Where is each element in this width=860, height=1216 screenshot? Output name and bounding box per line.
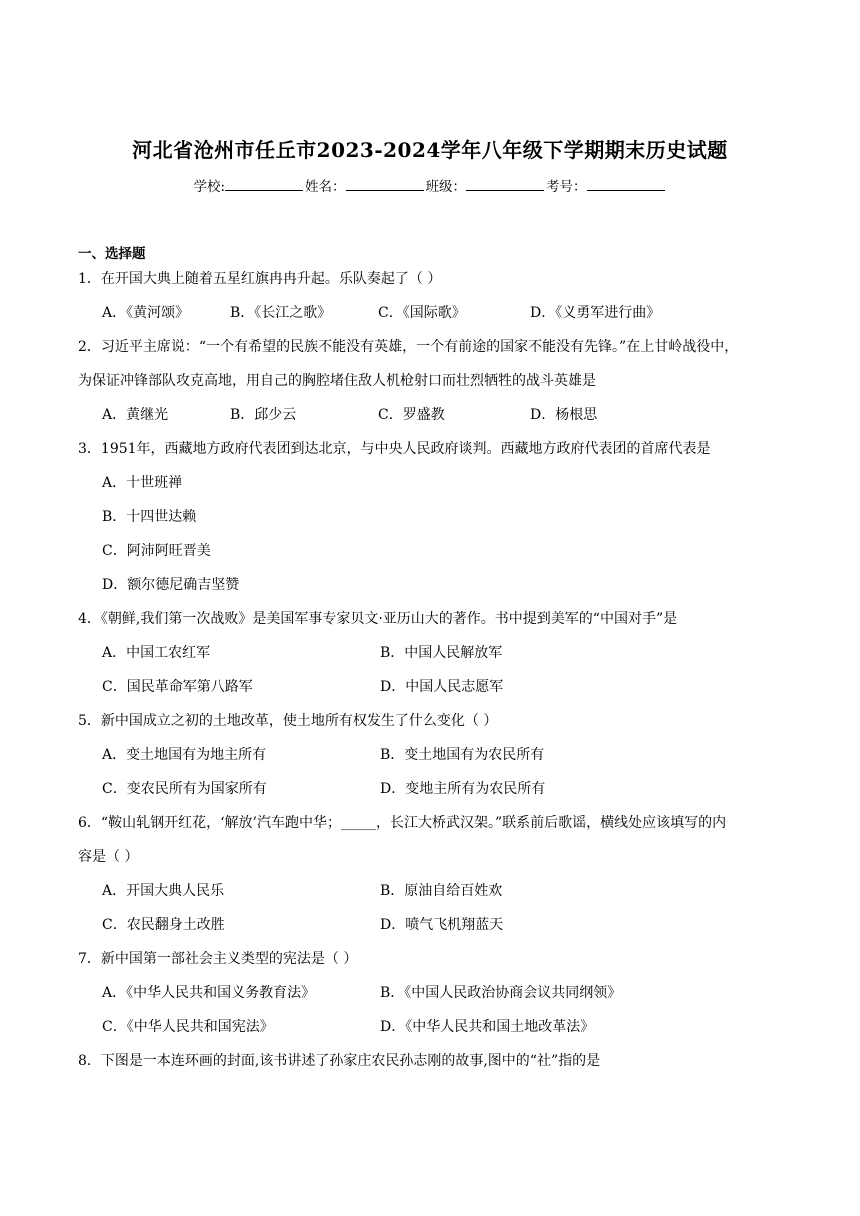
question-1-option-d[interactable]: D．《义勇军进行曲》 [530, 305, 661, 321]
question-8-text: 8．下图是一本连环画的封面,该书讲述了孙家庄农民孙志刚的故事,图中的“社”指的是 [78, 1053, 601, 1069]
question-2-option-a[interactable]: A．黄继光 [102, 407, 169, 423]
question-1-option-b[interactable]: B．《长江之歌》 [230, 305, 332, 321]
question-2-option-b[interactable]: B．邱少云 [230, 407, 297, 423]
question-2-option-c[interactable]: C．罗盛教 [378, 407, 445, 423]
school-blank[interactable] [225, 178, 303, 191]
question-3-option-c[interactable]: C．阿沛阿旺晋美 [102, 543, 211, 559]
question-6-text-line-2: 容是（ ） [78, 849, 139, 865]
question-7-option-c[interactable]: C．《中华人民共和国宪法》 [102, 1019, 274, 1035]
question-4-option-b[interactable]: B．中国人民解放军 [380, 645, 503, 661]
question-2-text-line-1: 2．习近平主席说：“一个有希望的民族不能没有英雄，一个有前途的国家不能没有先锋。”在上甘岭战役中， [78, 339, 739, 355]
question-6-option-d[interactable]: D．喷气飞机翔蓝天 [380, 917, 504, 933]
question-5-option-a[interactable]: A．变土地国有为地主所有 [102, 747, 267, 763]
question-3-option-b[interactable]: B．十四世达赖 [102, 509, 197, 525]
question-7-option-b[interactable]: B．《中国人民政治协商会议共同纲领》 [380, 985, 622, 1001]
question-1-option-c[interactable]: C．《国际歌》 [378, 305, 466, 321]
student-info-line [0, 175, 860, 195]
question-2-option-d[interactable]: D．杨根思 [530, 407, 598, 423]
question-7-option-a[interactable]: A．《中华人民共和国义务教育法》 [102, 985, 316, 1001]
class-blank[interactable] [466, 178, 544, 191]
question-3-text: 3．1951年，西藏地方政府代表团到达北京，与中央人民政府谈判。西藏地方政府代表团的首席代表是 [78, 441, 711, 457]
page-title: 河北省沧州市任丘市2023-2024学年八年级下学期期末历史试题 [132, 138, 728, 162]
section-title: 一、选择题 [78, 246, 146, 262]
question-1-option-a[interactable]: A．《黄河颂》 [102, 305, 190, 321]
question-6-option-b[interactable]: B．原油自给百姓欢 [380, 883, 503, 899]
question-4-option-a[interactable]: A．中国工农红军 [102, 645, 211, 661]
question-4-option-d[interactable]: D．中国人民志愿军 [380, 679, 504, 695]
question-7-option-d[interactable]: D．《中华人民共和国土地改革法》 [380, 1019, 595, 1035]
question-4-option-c[interactable]: C．国民革命军第八路军 [102, 679, 253, 695]
question-5-option-c[interactable]: C．变农民所有为国家所有 [102, 781, 267, 797]
class-label: 班级： [425, 179, 467, 195]
question-3-option-a[interactable]: A．十世班禅 [102, 475, 183, 491]
name-label: 姓名： [305, 179, 346, 195]
number-label: 考号： [546, 179, 587, 195]
question-4-text: 4．《朝鲜,我们第一次战败》是美国军事专家贝文·亚历山大的著作。书中提到美军的“中国对手”是 [78, 611, 678, 627]
question-3-option-d[interactable]: D．额尔德尼确吉坚赞 [102, 577, 240, 593]
question-6-option-a[interactable]: A．开国大典人民乐 [102, 883, 225, 899]
question-1-text: 1．在开国大典上随着五星红旗冉冉升起。乐队奏起了（ ） [78, 271, 442, 287]
question-2-text-line-2: 为保证冲锋部队攻克高地，用自己的胸腔堵住敌人机枪射口而壮烈牺牲的战斗英雄是 [78, 373, 596, 389]
school-label: 学校: [193, 179, 226, 195]
question-5-option-b[interactable]: B．变土地国有为农民所有 [380, 747, 545, 763]
question-7-text: 7．新中国第一部社会主义类型的宪法是（ ） [78, 951, 358, 967]
question-5-text: 5．新中国成立之初的土地改革，使土地所有权发生了什么变化（ ） [78, 713, 498, 729]
number-blank[interactable] [587, 178, 665, 191]
question-5-option-d[interactable]: D．变地主所有为农民所有 [380, 781, 546, 797]
question-6-option-c[interactable]: C．农民翻身土改胜 [102, 917, 225, 933]
question-6-text-line-1: 6．“鞍山轧钢开红花，‘解放’汽车跑中华；_____，长江大桥武汉架。”联系前后歌谣，横线处应该填写的内 [78, 815, 727, 831]
name-blank[interactable] [346, 178, 424, 191]
